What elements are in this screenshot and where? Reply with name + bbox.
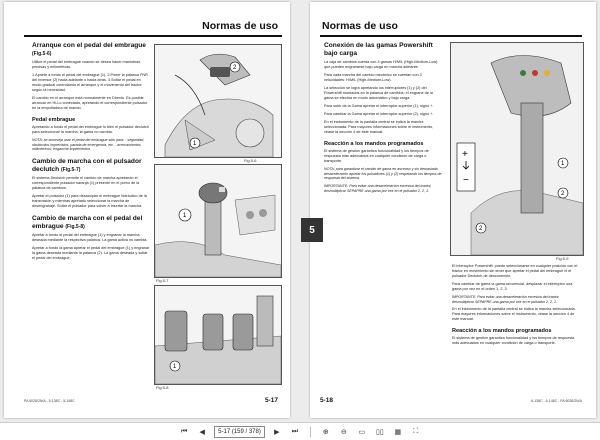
note-paragraph: NOTA: se aconseja usar el pedal del embrague sólo para: - seguridad, obstáculos imprevistos, parada de emergencia, etc. - acercamientos milimétricos; enganche implementos (32, 138, 145, 152)
single-page-view-icon[interactable]: ▭ (358, 428, 366, 436)
text-column (324, 42, 442, 197)
header-rule (24, 35, 282, 37)
fullscreen-icon[interactable]: ⛶ (413, 427, 419, 435)
svg-text:−: − (463, 175, 469, 186)
section-title-text: Cambio de marcha con el pedal del embrague (32, 215, 143, 231)
figure-gear-lever (154, 164, 282, 278)
footer-code: 6-138C - 6-148C - PA 6028/2N/A (531, 399, 582, 403)
section-title (32, 215, 150, 231)
section-title-text: Cambio de marcha con el pulsador declutch (32, 158, 142, 174)
page-header: Normas de uso (322, 20, 398, 32)
paragraph: Apretando a fondo el pedal del embrague lo bien el pulsador declutch para seleccionar la marcha, la gama no cambia. (32, 125, 149, 134)
svg-text:1: 1 (183, 213, 187, 219)
last-page-icon[interactable]: ⏭ (291, 427, 298, 435)
important-paragraph: IMPORTANTE: Para evitar una desaceleración excesiva del tractor, desmultiplicar SEPAPRE una gama por vez en el pulsador 2, 2, 1. (452, 295, 560, 304)
figure-ref: (Fig.5-7) (60, 167, 81, 174)
svg-text:+: + (462, 149, 468, 160)
figure-illustration (155, 165, 281, 277)
important-paragraph: IMPORTANTE: Para evitar una desaceleración excesiva del tractor, desmultiplicar SEPAPRE una gama por vez en el pulsador 2, 2, 1. (324, 184, 432, 193)
steps-paragraph: 1.Apriete a fondo el pedal del embrague (1). 2.Poner la palanca FNR del inversor (2) hacia adelante o hacia atrás. 3.Soltar el pedal en modo gradual controlando el arranque y el movimiento del tractor según la necesidad. (32, 73, 148, 92)
paragraph: En el instrumento de la pantalla central se indica la marcha seleccionada. Para mayores informaciones sobre el instrumento, véase la sección 4 de este manual. (324, 120, 434, 134)
grid-view-icon[interactable]: ▦ (394, 428, 402, 436)
subsection-title: Reacción a los mandos programados (324, 141, 424, 147)
figure-ref: (Fig.5-8) (65, 224, 85, 231)
header-rule (320, 35, 582, 37)
subsection-title: Reacción a los mandos programados (452, 328, 552, 335)
paragraph: El sistema de gestión garantiza funcionalidad y los tiempos de respuesta más adecuados en cualquier condición de carga o transporte. (452, 336, 575, 346)
figure-caption: Fig.5-6 (244, 158, 257, 163)
zoom-in-icon[interactable]: ⊕ (322, 428, 329, 436)
section-title (32, 158, 150, 174)
paragraph: Apretar el pulsador (1) para desacoplar el embrague hidráulico de la transmisión y mientras apretado seleccionar la marcha de desengranaje. Soltar el pulsador para volver a insertar la marcha. (32, 194, 147, 209)
section-tab: 5 (301, 218, 323, 242)
svg-text:1: 1 (561, 161, 565, 167)
page-number-input[interactable]: 5-17 (159 / 378) (214, 426, 265, 438)
zoom-out-icon[interactable]: ⊖ (340, 428, 347, 436)
section-title-text: Arranque con el pedal del embrague (32, 42, 146, 49)
svg-text:1: 1 (193, 141, 197, 147)
figure-caption: Fig.5-7 (156, 278, 169, 283)
paragraph: En el instrumento de la pantalla central se indica la marcha seleccionada. Para mayores informaciones sobre el instrumento, véase la sección 4 de este manual. (452, 307, 576, 322)
paragraph: La caja de cambios cuenta con 3 gamas H/M/L (High-Medium-Low) que pueden engranarse bajo carga en marcha adelante. (324, 60, 438, 69)
next-page-icon[interactable]: ▶ (274, 428, 280, 436)
two-page-view-icon[interactable]: ▯▯ (375, 428, 384, 436)
left-page (4, 2, 290, 418)
paragraph: El interruptor Powershift: puede seleccionarse en cualquier posición con el tractor en movimiento sin tener que apretar el pedal del embrague ni el pulsador Declutch de desconexión. (452, 264, 578, 278)
figure-illustration (155, 286, 281, 384)
paragraph: El sistema de gestión garantiza funcionalidad y los tiempos de respuesta más adecuados en cualquier condición de carga o transporte. (324, 149, 429, 163)
paragraph: Para cambiar de gama la gama secuencial, desplazar el interruptor una gama por vez en el orden 1, 2, 3. (452, 282, 573, 291)
figure-pedals (154, 285, 282, 385)
paragraph: Para cada marcha del cambio mecánico se cuentan con 3 velocidades: H/M/L (High-Medium-Low). (324, 73, 422, 82)
figure-caption: Fig.5-8 (156, 385, 169, 390)
paragraph: Para subir de la Gama apretar el interruptor superior (1), signo +. (324, 104, 434, 108)
section-title: Conexión de las gamas Powershift bajo carga (324, 42, 433, 57)
text-column (32, 42, 150, 264)
paragraph: El cambio en el arranque está normalmente en Directo. Es posible arrancar en Hi-Lo conectado, apretando el correspondiente pulsador en la empuñadura de mando. (32, 96, 148, 110)
subsection-title: Pedal embrague (32, 117, 76, 123)
page-header: Normas de uso (202, 20, 278, 32)
page-number: 5-17 (264, 397, 278, 404)
figure-illustration (451, 43, 583, 255)
paragraph: Apretar a fondo la gama apretar el pedal del embrague (1) y engranar la gama deseada mediante la palanca (2). La gama deseada y soltar el pedal del embrague. (32, 246, 150, 261)
pdf-viewer-toolbar (0, 422, 600, 440)
figure-powershift-lever (450, 42, 584, 256)
page-number: 5-18 (320, 397, 334, 404)
footer-code: PA 6028/2N/A - 5-138C - 5-148C (24, 399, 75, 403)
paragraph: Utilice el pedal del embrague cuando se desea hacer maniobras precisas y milimétricas. (32, 60, 141, 69)
right-page (310, 2, 596, 418)
right-text-column (452, 264, 582, 349)
paragraph: El sistema Declutch permite el cambio de marcha apretando el correspondiente pulsador naranja (1) presente en el pomo de la palanca de cambios. (32, 176, 140, 191)
first-page-icon[interactable]: ⏮ (180, 427, 188, 435)
svg-text:1: 1 (173, 364, 177, 370)
figure-clutch-pedal-lever (154, 44, 282, 158)
paragraph: Apretar a fondo el pedal del embrague (1) y engranar la marcha deseada mediante la respectiva palanca. La gama activa no cambia. (32, 233, 148, 243)
svg-text:2: 2 (479, 226, 483, 232)
section-title (32, 42, 150, 58)
figure-ref: (Fig.5-6) (32, 51, 52, 57)
paragraph: La selección se logra apretando los interruptores (1) y (2) del Powershift montados en la palanca de cambios: el engrane de la gama se efectúa en modo automático y bajo carga. (324, 86, 433, 100)
toolbar-divider (310, 427, 311, 437)
figure-caption: Fig.5-9 (556, 256, 569, 261)
paragraph: Para cambiar la Gama apretar el interruptor superior (2), signo +. (324, 112, 434, 116)
note-paragraph: NOTA: para garantizar el cambio de gama en ascenso y sin demasiada desaceleración apretar los pulsadores (1) y (2) respetando los tiempos de respuesta del sistema. (324, 167, 442, 181)
svg-text:2: 2 (233, 65, 237, 71)
previous-page-icon[interactable]: ◀ (199, 428, 205, 436)
figure-illustration (155, 45, 281, 157)
svg-text:2: 2 (561, 191, 565, 197)
